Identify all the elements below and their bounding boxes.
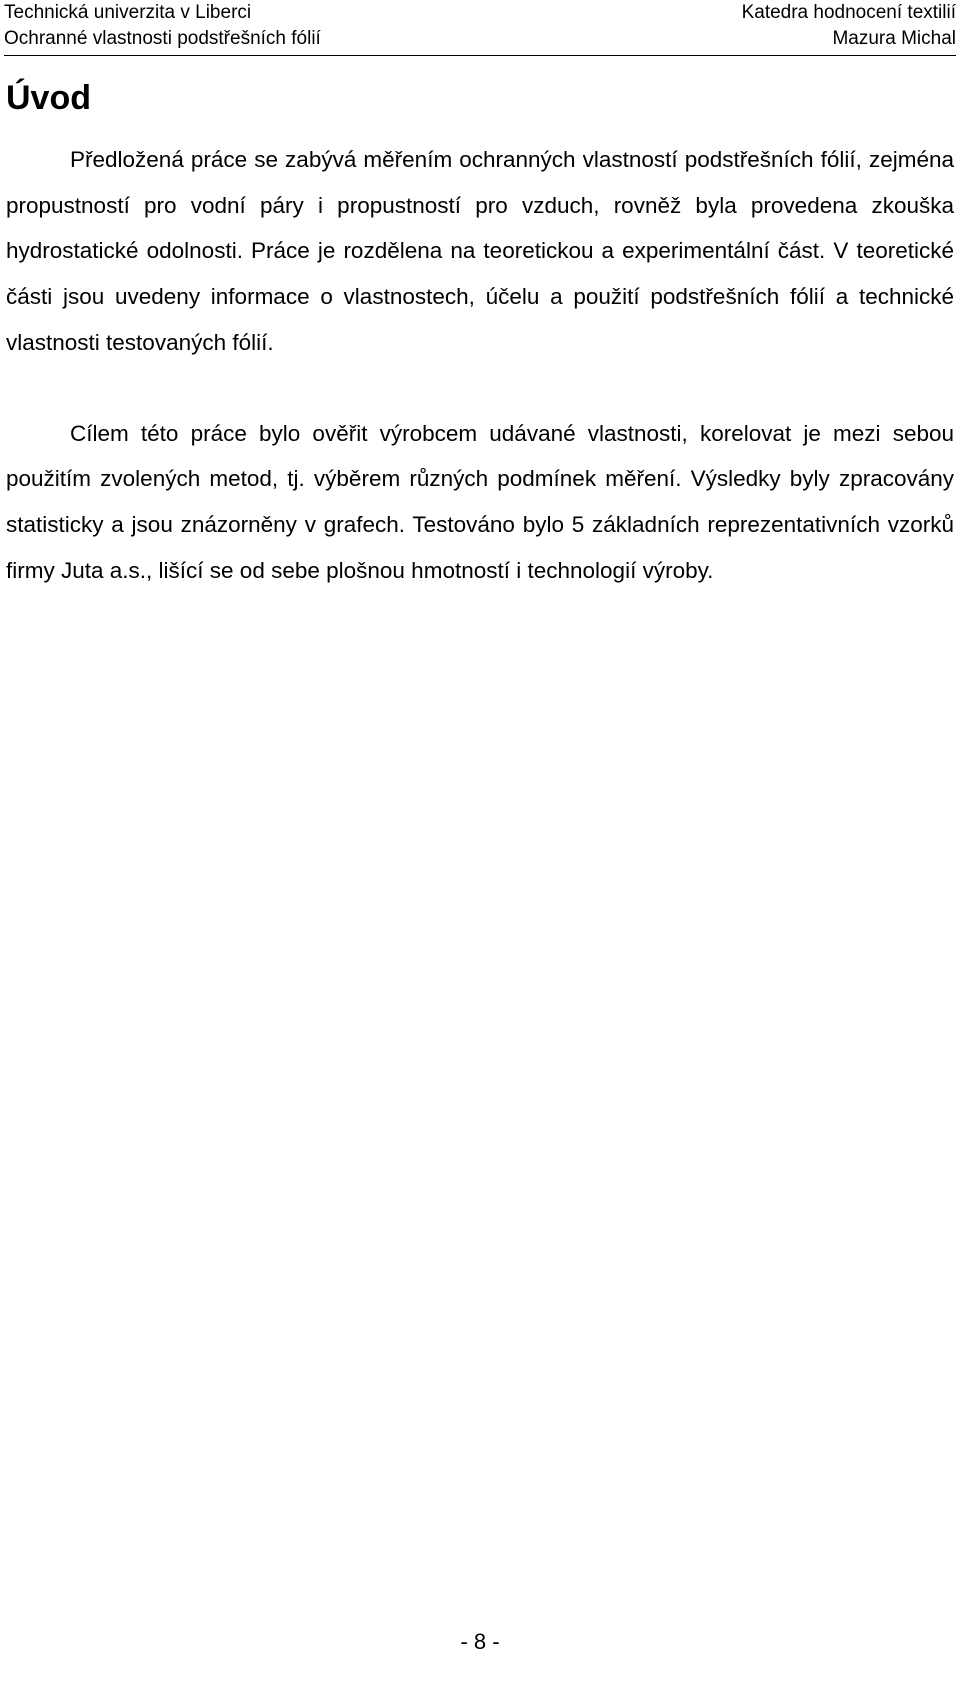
header-divider: [4, 55, 956, 56]
section-body: [6, 137, 954, 593]
page-number: - 8 -: [460, 1629, 500, 1654]
header-university: Technická univerzita v Liberci: [4, 2, 252, 23]
body-paragraph: Předložená práce se zabývá měřením ochranných vlastností podstřešních fólií, zejména propustností pro vodní páry i propustností pro vzduch, rovněž byla provedena zkouška hydrostatické odolnosti. Práce je rozdělena na teoretickou a experimentální část. V teoretické části jsou uvedeny informace o vlastnostech, účelu a použití podstřešních fólií a technické vlastnosti testovaných fólií.: [6, 147, 954, 355]
header-thesis-title: Ochranné vlastnosti podstřešních fólií: [4, 28, 321, 49]
header-department: Katedra hodnocení textilií: [741, 2, 956, 23]
body-paragraph: Cílem této práce bylo ověřit výrobcem udávané vlastnosti, korelovat je mezi sebou použitím zvolených metod, tj. výběrem různých podmínek měření. Výsledky byly zpracovány statisticky a jsou znázorněny v grafech. Testováno bylo 5 základních reprezentativních vzorků firmy Juta a.s., lišící se od sebe plošnou hmotností i technologií výroby.: [6, 420, 954, 583]
header-author: Mazura Michal: [832, 28, 956, 49]
section-title: Úvod: [6, 79, 91, 117]
page-header: [4, 0, 956, 52]
header-row-top: [4, 0, 956, 26]
header-row-bottom: [4, 26, 956, 52]
